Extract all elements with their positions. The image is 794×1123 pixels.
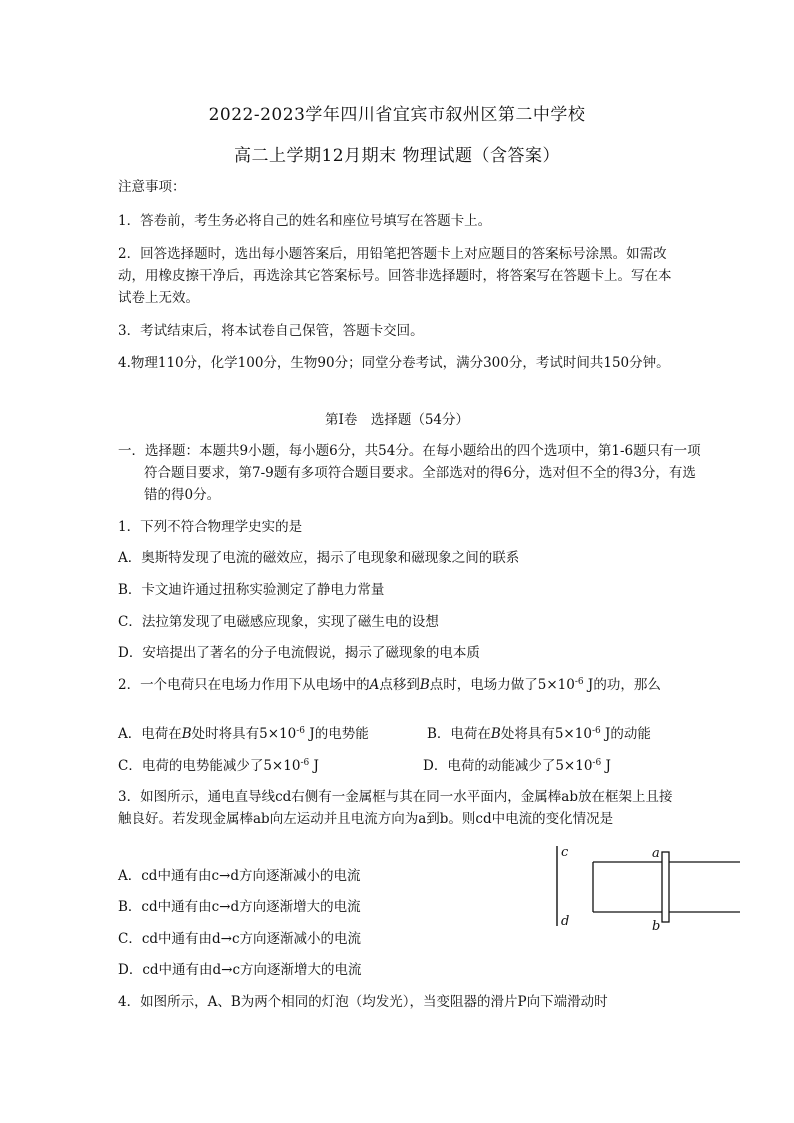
notice-heading: 注意事项： (118, 179, 186, 195)
question-2-option-c: C．电荷的电势能减少了$5\times 10^{-6}$ J (118, 758, 319, 774)
question-3-stem: 3．如图所示，通电直导线cd右侧有一金属框与其在同一水平面内，金属棒ab放在框架上且接触良好。若发现金属棒ab向左运动并且电流方向为a到b。则cd中电流的变化情况是 (118, 789, 673, 827)
question-3-figure (550, 840, 750, 935)
label-c: c (561, 845, 569, 860)
question-1-option-b: B．卡文迪许通过扭称实验测定了静电力常量 (118, 582, 385, 598)
question-1-stem: 1．下列不符合物理学史实的是 (118, 519, 303, 535)
section-title: 第Ⅰ卷 选择题（54分） (324, 412, 469, 428)
question-4-stem: 4．如图所示，A、B为两个相同的灯泡（均发光），当变阻器的滑片P向下端滑动时 (118, 994, 608, 1010)
question-2-option-d: D．电荷的动能减少了$5\times 10^{-6}$ J (423, 758, 611, 774)
rod-ab (662, 852, 669, 922)
question-3-option-c: C．cd中通有由d→c方向逐渐减小的电流 (118, 931, 362, 947)
page-subtitle: 高二上学期12月期末 物理试题（含答案） (233, 146, 561, 166)
question-1-option-d: D．安培提出了著名的分子电流假说，揭示了磁现象的电本质 (118, 645, 480, 661)
question-2-option-b: B．电荷在B处将具有$5\times 10^{-6}$ J的动能 (427, 726, 651, 742)
question-1-option-a: A．奥斯特发现了电流的磁效应，揭示了电现象和磁现象之间的联系 (118, 550, 520, 566)
section-instruction: 一．选择题：本题共9小题，每小题6分，共54分。在每小题给出的四个选项中，第1-6题只有一项符合题目要求，第7-9题有多项符合题目要求。全部选对的得6分，选对但不全的得3分，有选错的得0分。 (118, 443, 701, 503)
notice-item: 4.物理110分，化学100分，生物90分；同堂分卷考试，满分300分，考试时间共150分钟。 (118, 355, 670, 371)
question-3-option-a: A．cd中通有由c→d方向逐渐减小的电流 (118, 868, 361, 884)
question-2-option-a: A．电荷在B处时将具有$5\times 10^{-6}$ J的电势能 (118, 726, 369, 742)
notice-item: 2．回答选择题时，选出每小题答案后，用铅笔把答题卡上对应题目的答案标号涂黑。如需改动，用橡皮擦干净后，再选涂其它答案标号。回答非选择题时，将答案写在答题卡上。写在本试卷上无效。 (118, 246, 672, 306)
question-1-option-c: C．法拉第发现了电磁感应现象，实现了磁生电的设想 (118, 614, 439, 630)
notice-item: 3．考试结束后，将本试卷自己保管，答题卡交回。 (118, 323, 424, 339)
notice-item: 1．答卷前，考生务必将自己的姓名和座位号填写在答题卡上。 (118, 213, 492, 229)
question-3-option-b: B．cd中通有由c→d方向逐渐增大的电流 (118, 899, 361, 915)
label-b: b (652, 919, 661, 934)
page-title: 2022-2023学年四川省宜宾市叙州区第二中学校 (208, 105, 586, 125)
question-3-option-d: D．cd中通有由d→c方向逐渐增大的电流 (118, 962, 362, 978)
question-2-stem: 2．一个电荷只在电场力作用下从电场中的A点移到B点时，电场力做了$5\times 10^{-6}$ J的功，那么 (118, 677, 661, 693)
label-d: d (561, 914, 570, 929)
label-a: a (652, 846, 660, 861)
